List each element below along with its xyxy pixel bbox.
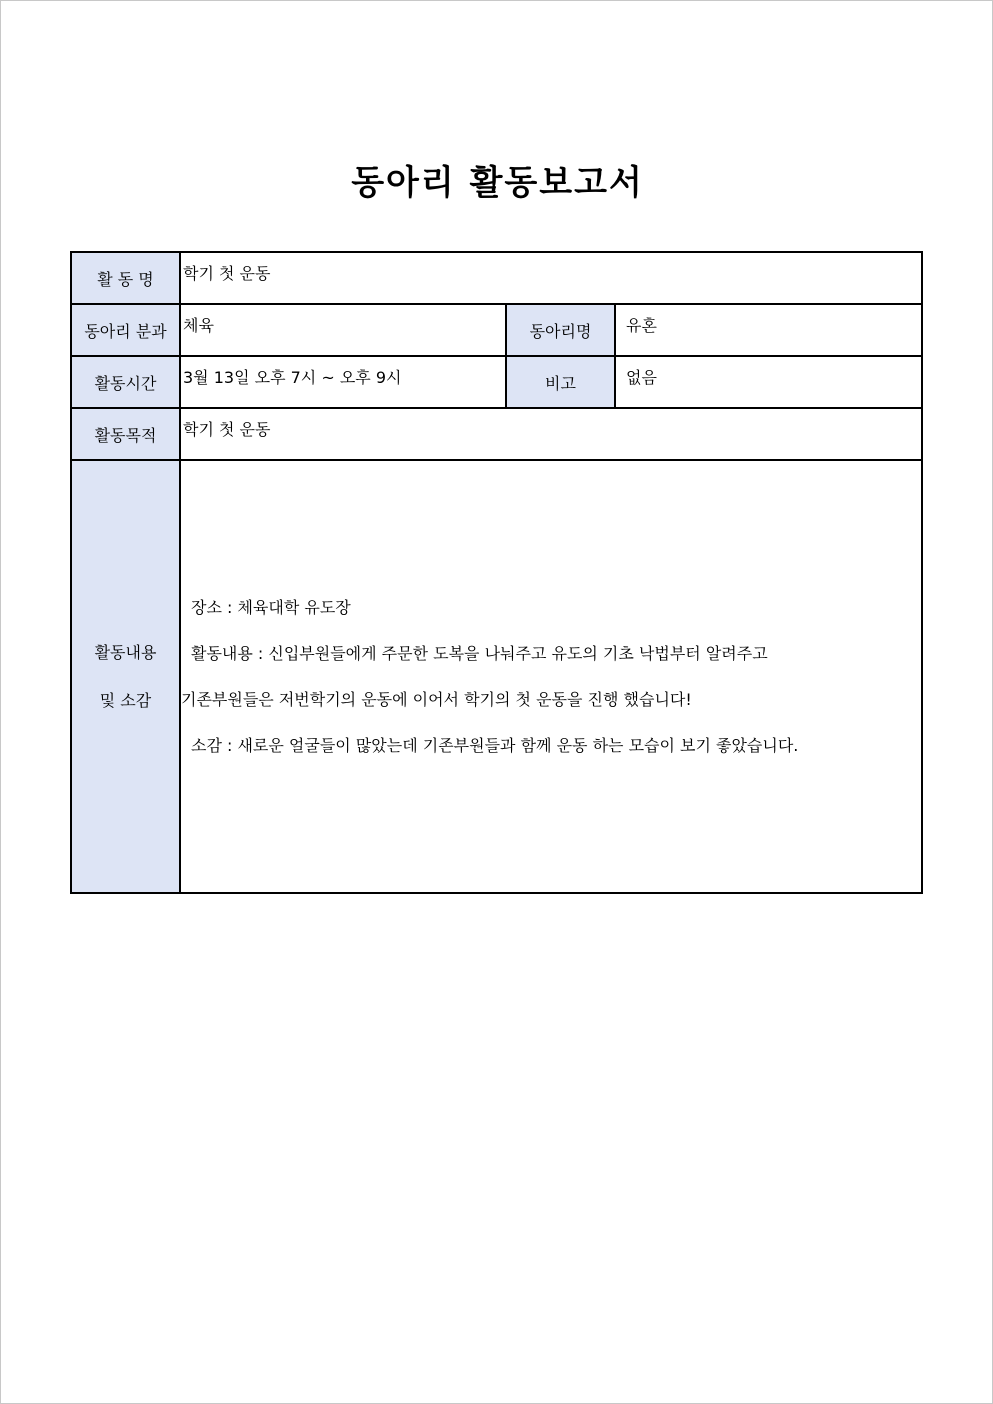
club-name-value: 유혼 — [615, 304, 922, 356]
club-division-label: 동아리 분과 — [71, 304, 180, 356]
content-label-line-2: 및 소감 — [99, 690, 152, 710]
content-line-impression: 소감 : 새로운 얼굴들이 많았는데 기존부원들과 함께 운동 하는 모습이 보기 좋았습니다. — [191, 735, 799, 755]
activity-name-label: 활 동 명 — [71, 252, 180, 304]
club-division-value: 체육 — [180, 304, 506, 356]
activity-content-label — [71, 460, 180, 893]
row-activity-name — [71, 252, 922, 304]
document-title: 동아리 활동보고서 — [351, 163, 644, 203]
activity-time-value: 3월 13일 오후 7시 ~ 오후 9시 — [180, 356, 506, 408]
row-activity-time — [71, 356, 922, 408]
remarks-label: 비고 — [506, 356, 615, 408]
activity-report-table — [70, 251, 923, 894]
row-club-info — [71, 304, 922, 356]
content-line-activity: 활동내용 : 신입부원들에게 주문한 도복을 나눠주고 유도의 기초 낙법부터 알려주고 — [191, 643, 768, 663]
activity-name-value: 학기 첫 운동 — [180, 252, 922, 304]
activity-purpose-value: 학기 첫 운동 — [180, 408, 922, 460]
activity-content-body — [180, 460, 922, 893]
row-activity-content — [71, 460, 922, 893]
content-line-location: 장소 : 체육대학 유도장 — [191, 597, 351, 617]
remarks-value: 없음 — [615, 356, 922, 408]
content-label-line-1: 활동내용 — [94, 642, 157, 662]
row-activity-purpose — [71, 408, 922, 460]
activity-purpose-label: 활동목적 — [71, 408, 180, 460]
content-line-continuation: 기존부원들은 저번학기의 운동에 이어서 학기의 첫 운동을 진행 했습니다! — [181, 689, 692, 709]
club-name-label: 동아리명 — [506, 304, 615, 356]
activity-time-label: 활동시간 — [71, 356, 180, 408]
